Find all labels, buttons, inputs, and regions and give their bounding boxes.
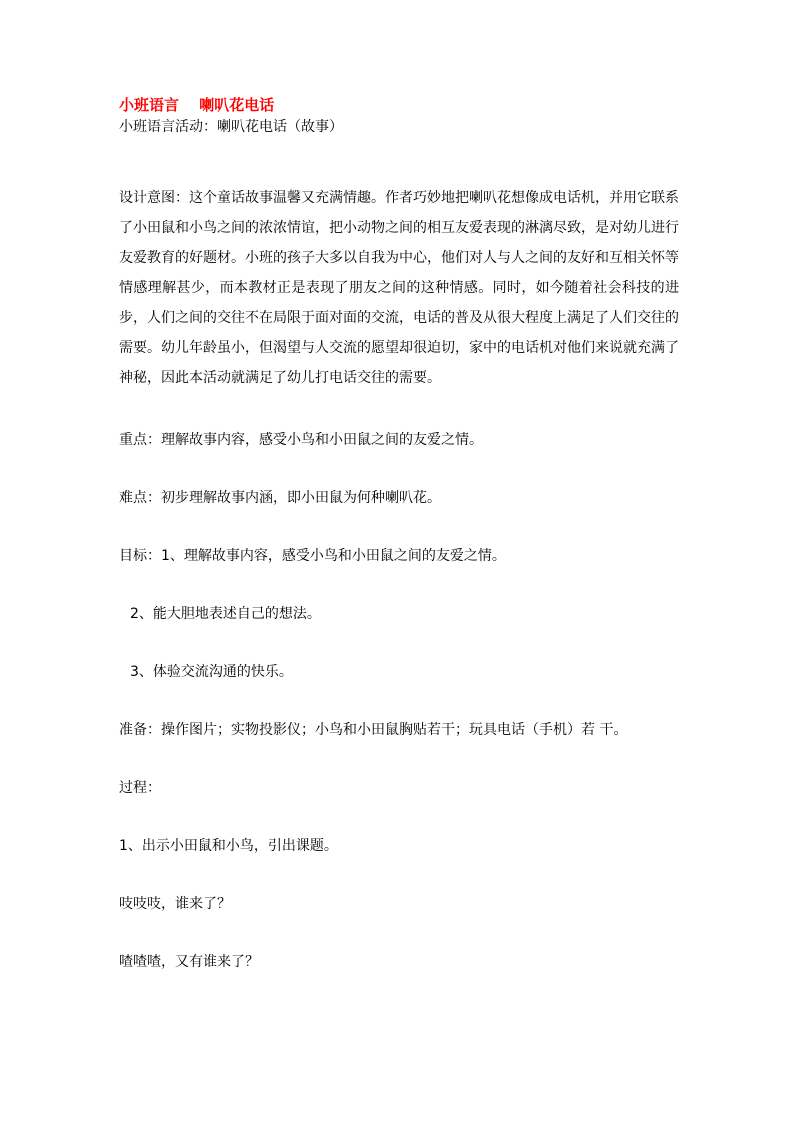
process-heading: 过程： [119, 780, 161, 796]
spacer [119, 393, 679, 429]
spacer [119, 138, 679, 183]
spacer [119, 683, 679, 719]
preparation-text: 准备：操作图片；实物投影仪；小鸟和小田鼠胸贴若干；玩具电话（手机）若 干。 [119, 722, 628, 738]
document-content [119, 94, 679, 973]
document-title: 小班语言 喇叭花电话 [119, 96, 275, 114]
spacer [119, 799, 679, 835]
spacer [119, 915, 679, 951]
dialogue-line-1: 吱吱吱，谁来了？ [119, 896, 231, 912]
design-intent-paragraph: 设计意图：这个童话故事温馨又充满情趣。作者巧妙地把喇叭花想像成电话机，并用它联系了小田鼠和小鸟之间的浓浓情谊，把小动物之间的相互友爱表现的淋漓尽致，是对幼儿进行友爱教育的好题材。小班的孩子大多以自我为中心，他们对人与人之间的友好和互相关怀等情感理解甚少，而本教材正是表现了朋友之间的这种情感。同时，如今随着社会科技的进步，人们之间的交往不在局限于面对面的交流，电话的普及从很大程度上满足了人们交往的需要。幼儿年龄虽小，但渴望与人交流的愿望却很迫切，家中的电话机对他们来说就充满了神秘，因此本活动就满足了幼儿打电话交往的需要。 [119, 190, 679, 386]
difficulty-text: 难点：初步理解故事内涵，即小田鼠为何种喇叭花。 [119, 490, 441, 506]
spacer [119, 509, 679, 545]
key-point-text: 重点：理解故事内容，感受小鸟和小田鼠之间的友爱之情。 [119, 432, 483, 448]
goal-item-1: 目标：1、理解故事内容，感受小鸟和小田鼠之间的友爱之情。 [119, 548, 506, 564]
spacer [119, 741, 679, 777]
spacer [119, 451, 679, 487]
spacer [119, 625, 679, 661]
dialogue-line-2: 喳喳喳，又有谁来了？ [119, 954, 259, 970]
process-step-1: 1、出示小田鼠和小鸟，引出课题。 [119, 838, 338, 854]
document-subtitle: 小班语言活动：喇叭花电话（故事） [119, 119, 343, 135]
spacer [119, 857, 679, 893]
goal-item-2: 2、能大胆地表述自己的想法。 [130, 606, 321, 622]
spacer [119, 567, 679, 603]
goal-item-3: 3、体验交流沟通的快乐。 [130, 664, 293, 680]
